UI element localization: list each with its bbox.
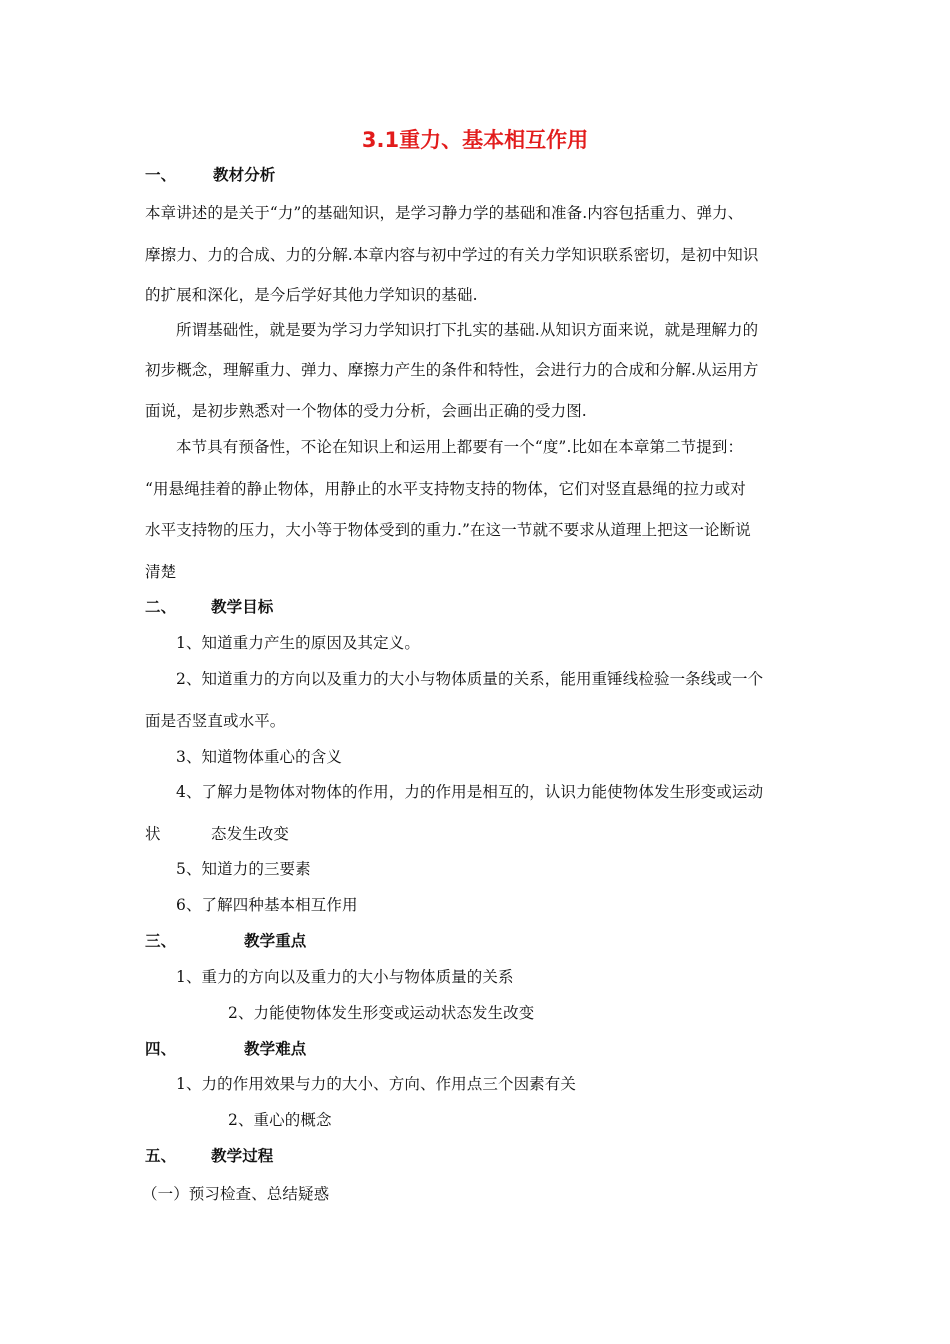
difficulty-item-1: 1、力的作用效果与力的大小、方向、作用点三个因素有关 xyxy=(176,1075,576,1093)
goal-item-4-cont xyxy=(145,822,815,844)
goal-item-5: 5、知道力的三要素 xyxy=(176,860,311,878)
paragraph-line: 面说，是初步熟悉对一个物体的受力分析，会画出正确的受力图. xyxy=(145,402,587,420)
paragraph-line: 摩擦力、力的合成、力的分解.本章内容与初中学过的有关力学知识联系密切，是初中知识 xyxy=(145,246,759,264)
section-label: 教学重点 xyxy=(244,932,307,950)
goal-item-2: 2、知道重力的方向以及重力的大小与物体质量的关系，能用重锤线检验一条线或一个 xyxy=(176,670,764,688)
paragraph-line: 水平支持物的压力，大小等于物体受到的重力.”在这一节就不要求从道理上把这一论断说 xyxy=(145,521,751,539)
section-label: 教学难点 xyxy=(244,1040,307,1058)
section-number: 三、 xyxy=(145,932,177,950)
paragraph-line: 清楚 xyxy=(145,563,177,581)
section-label: 教材分析 xyxy=(213,166,276,184)
goal-item-3: 3、知道物体重心的含义 xyxy=(176,748,342,766)
process-item-1: （一）预习检查、总结疑惑 xyxy=(142,1185,330,1203)
section-number: 五、 xyxy=(145,1147,177,1165)
paragraph-line: 所谓基础性，就是要为学习力学知识打下扎实的基础.从知识方面来说，就是理解力的 xyxy=(176,321,759,339)
page-title: 3.1重力、基本相互作用 xyxy=(361,128,589,152)
section-number: 一、 xyxy=(145,166,177,184)
keypoint-item-1: 1、重力的方向以及重力的大小与物体质量的关系 xyxy=(176,968,514,986)
keypoint-item-2: 2、力能使物体发生形变或运动状态发生改变 xyxy=(228,1004,535,1022)
section-label: 教学目标 xyxy=(211,598,274,616)
section-heading-5 xyxy=(145,1144,815,1166)
difficulty-item-2: 2、重心的概念 xyxy=(228,1111,332,1129)
goal-item-4-cont-b: 态发生改变 xyxy=(211,825,290,843)
goal-item-2-cont: 面是否竖直或水平。 xyxy=(145,712,286,730)
goal-item-6: 6、了解四种基本相互作用 xyxy=(176,896,358,914)
section-number: 四、 xyxy=(145,1040,177,1058)
goal-item-1: 1、知道重力产生的原因及其定义。 xyxy=(176,634,420,652)
paragraph-line: 本章讲述的是关于“力”的基础知识，是学习静力学的基础和准备.内容包括重力、弹力、 xyxy=(145,204,744,222)
section-heading-1 xyxy=(145,163,815,185)
paragraph-line: 初步概念，理解重力、弹力、摩擦力产生的条件和特性，会进行力的合成和分解.从运用方 xyxy=(145,361,759,379)
section-heading-2 xyxy=(145,595,815,617)
section-label: 教学过程 xyxy=(211,1147,274,1165)
goal-item-4-cont-a: 状 xyxy=(145,825,161,843)
paragraph-line: “用悬绳挂着的静止物体，用静止的水平支持物支持的物体，它们对竖直悬绳的拉力或对 xyxy=(145,480,746,498)
section-heading-4 xyxy=(145,1037,815,1059)
goal-item-4: 4、了解力是物体对物体的作用，力的作用是相互的，认识力能使物体发生形变或运动 xyxy=(176,783,764,801)
section-heading-3 xyxy=(145,929,815,951)
section-number: 二、 xyxy=(145,598,177,616)
paragraph-line: 本节具有预备性，不论在知识上和运用上都要有一个“度”.比如在本章第二节提到： xyxy=(176,438,744,456)
paragraph-line: 的扩展和深化，是今后学好其他力学知识的基础. xyxy=(145,286,478,304)
